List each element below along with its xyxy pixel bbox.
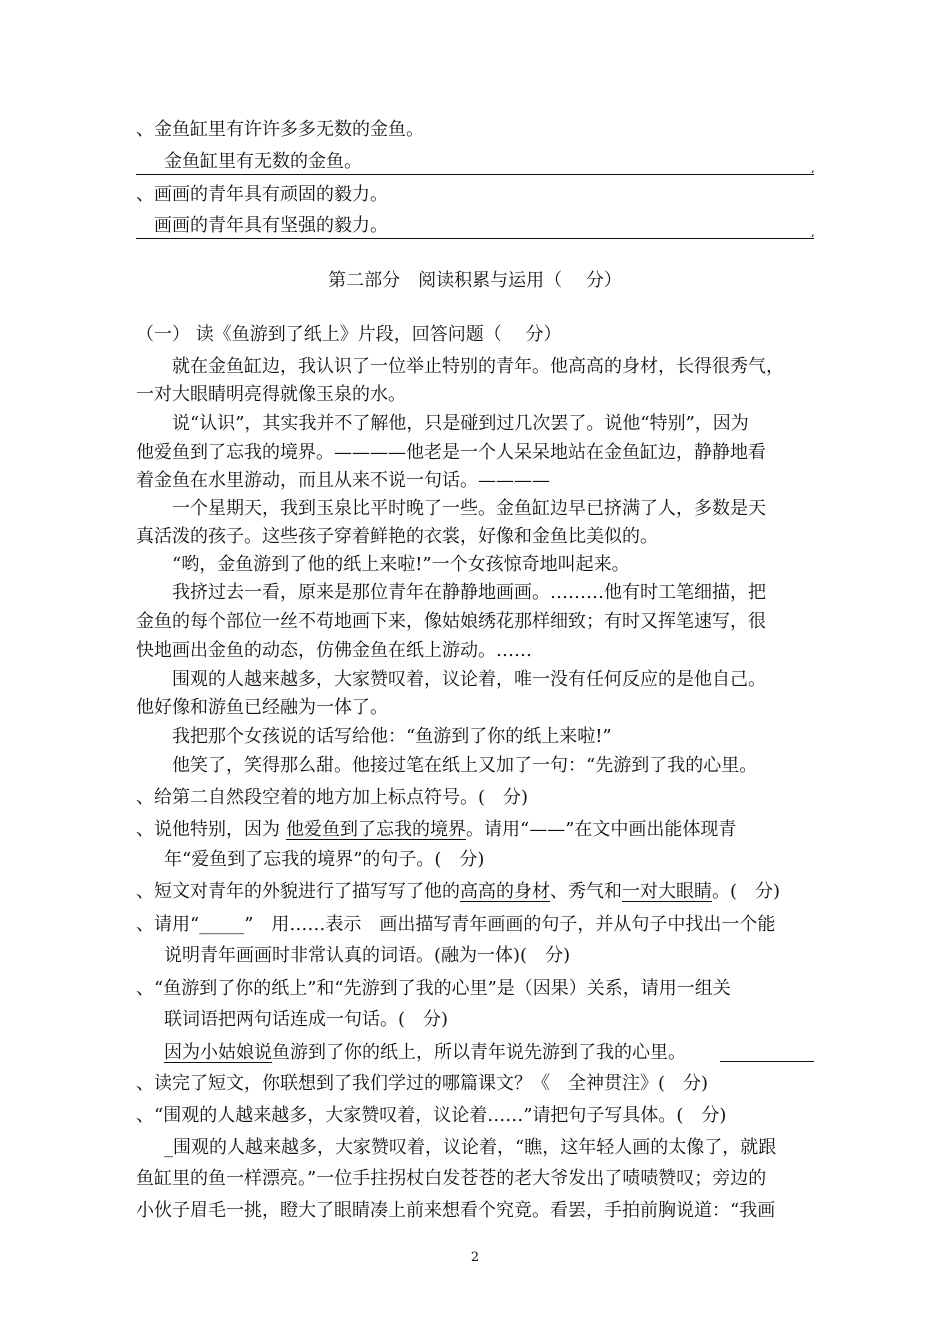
question-3: [136, 879, 780, 905]
question-7-answer-line: _围观的人越来越多，大家赞叹着，议论着，“瞧，这年轻人画的太像了，就跟: [164, 1137, 777, 1158]
answer-underline: [720, 1061, 814, 1062]
question-7-answer-line: 鱼缸里的鱼一样漂亮。”一位手拄拐杖白发苍苍的老大爷发出了啧啧赞叹；旁边的: [136, 1168, 767, 1189]
question-2: [136, 817, 736, 843]
correction-answer-2: 画画的青年具有坚强的毅力。: [154, 215, 388, 236]
question-7: 、“围观的人越来越多，大家赞叹着，议论着……”请把句子写具体。( 分): [136, 1105, 727, 1126]
question-5-answer-underlined: 因为小姑娘说: [164, 1042, 272, 1063]
passage-line: 一个星期天，我到玉泉比平时晚了一些。金鱼缸边早已挤满了人，多数是天: [172, 498, 766, 519]
passage-line: 快地画出金鱼的动态，仿佛金鱼在纸上游动。……: [136, 640, 532, 661]
section-title: 第二部分 阅读积累与运用（ 分）: [328, 270, 622, 291]
question-5-continued: 联词语把两句话连成一句话。( 分): [164, 1009, 449, 1030]
question-6: 、读完了短文，你联想到了我们学过的哪篇课文？《 全神贯注》( 分): [136, 1073, 709, 1094]
page-number: 2: [470, 1250, 480, 1265]
passage-line: 围观的人越来越多，大家赞叹着，议论着，唯一没有任何反应的是他自己。: [172, 669, 766, 690]
passage-line: 他好像和游鱼已经融为一体了。: [136, 697, 388, 718]
passage-line: 我把那个女孩说的话写给他：“鱼游到了你的纸上来啦!”: [172, 726, 612, 747]
question-3-underlined-answer-1: 高高的身材: [460, 881, 550, 902]
question-5: 、“鱼游到了你的纸上”和“先游到了我的心里”是（因果）关系，请用一组关: [136, 978, 731, 999]
passage-line: 着金鱼在水里游动，而且从来不说一句话。————: [136, 470, 550, 491]
passage-line: 就在金鱼缸边，我认识了一位举止特别的青年。他高高的身材，长得很秀气，: [172, 356, 784, 377]
question-3-underlined-answer-2: 一对大眼睛: [622, 881, 712, 902]
question-3-suffix: 。( 分): [712, 881, 781, 902]
passage-line: 我挤过去一看，原来是那位青年在静静地画画。………他有时工笔细描，把: [172, 582, 766, 603]
passage-line: “哟，金鱼游到了他的纸上来啦!”一个女孩惊奇地叫起来。: [172, 554, 630, 575]
question-4-continued: 说明青年画画时非常认真的词语。(融为一体)( 分): [164, 945, 571, 966]
answer-underline: [136, 238, 814, 239]
reading-heading: （一） 读《鱼游到了纸上》片段，回答问题（ 分）: [136, 324, 562, 345]
question-5-answer: [164, 1040, 686, 1066]
correction-question-1: 、金鱼缸里有许许多多无数的金鱼。: [136, 119, 424, 140]
answer-line-end-mark: ,: [811, 225, 815, 239]
passage-line: 一对大眼睛明亮得就像玉泉的水。: [136, 384, 406, 405]
passage-line: 金鱼的每个部位一丝不苟地画下来，像姑娘绣花那样细致；有时又挥笔速写，很: [136, 611, 766, 632]
question-5-answer-rest: 鱼游到了你的纸上，所以青年说先游到了我的心里。: [272, 1042, 686, 1063]
question-7-answer-line: 小伙子眉毛一挑，瞪大了眼睛凑上前来想看个究竟。看罢，手拍前胸说道：“我画: [136, 1200, 776, 1221]
question-1: 、给第二自然段空着的地方加上标点符号。( 分): [136, 787, 529, 808]
passage-line: 他爱鱼到了忘我的境界。————他老是一个人呆呆地站在金鱼缸边，静静地看: [136, 442, 766, 463]
question-2-continued: 年“爱鱼到了忘我的境界”的句子。( 分): [164, 849, 485, 870]
correction-answer-1: 金鱼缸里有无数的金鱼。: [164, 151, 362, 172]
question-3-middle: 、秀气和: [550, 881, 622, 902]
question-2-suffix: 。请用“——”在文中画出能体现青: [466, 819, 737, 840]
question-3-prefix: 、短文对青年的外貌进行了描写写了他的: [136, 881, 460, 902]
question-4: 、请用“_____” 用……表示 画出描写青年画画的句子，并从句子中找出一个能: [136, 914, 776, 935]
question-2-prefix: 、说他特别，因为: [136, 819, 280, 840]
answer-line-end-mark: ,: [811, 161, 815, 175]
answer-underline: [136, 174, 814, 175]
passage-line: 他笑了，笑得那么甜。他接过笔在纸上又加了一句：“先游到了我的心里。: [172, 755, 758, 776]
passage-line: 说“认识”，其实我并不了解他，只是碰到过几次罢了。说他“特别”，因为: [172, 413, 749, 434]
passage-line: 真活泼的孩子。这些孩子穿着鲜艳的衣裳，好像和金鱼比美似的。: [136, 526, 658, 547]
correction-question-2: 、画画的青年具有顽固的毅力。: [136, 184, 388, 205]
question-2-underlined-answer: 他爱鱼到了忘我的境界: [286, 819, 466, 840]
